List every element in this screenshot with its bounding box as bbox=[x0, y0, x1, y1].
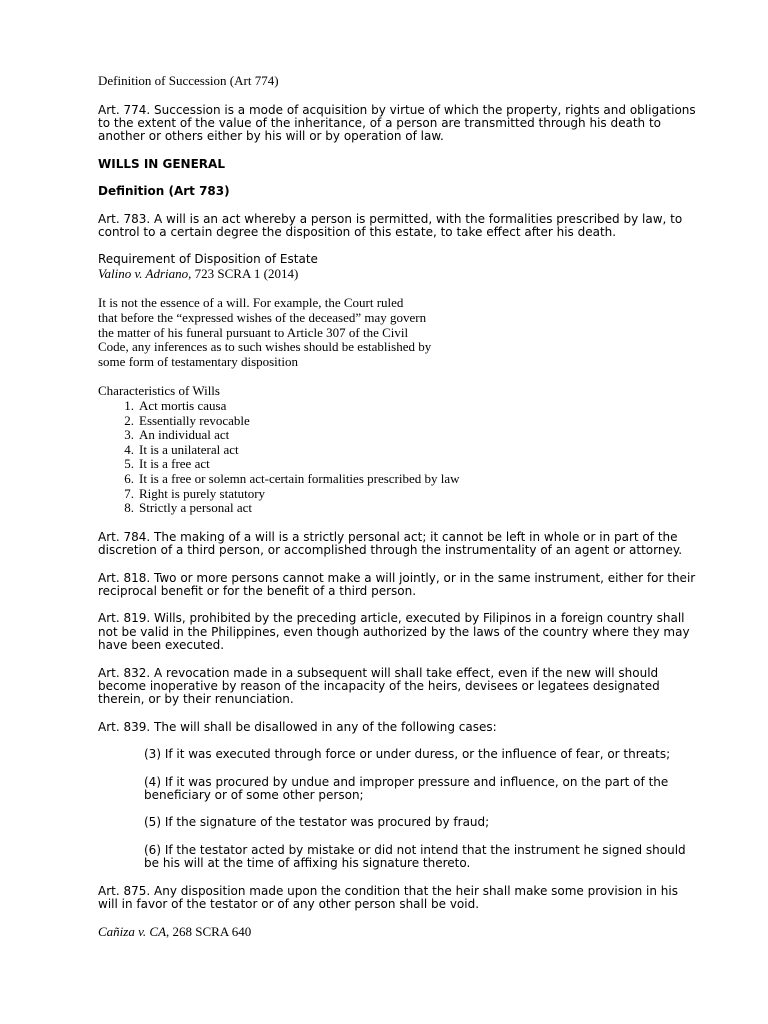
art-774-paragraph: Art. 774. Succession is a mode of acquisition by virtue of which the property, rights and obligations to the extent of the value of the inheritance, of a person are transmitted through his death to another or others either by his will or by operation of law. bbox=[98, 102, 696, 144]
list-item-text: Essentially revocable bbox=[139, 412, 250, 428]
valino-case-name: Valino v. Adriano, bbox=[98, 265, 192, 281]
requirement-disposition-heading: Requirement of Disposition of Estate bbox=[98, 252, 318, 267]
caniza-case-name: Cañiza v. CA bbox=[98, 924, 167, 940]
art-784-paragraph: Art. 784. The making of a will is a strictly personal act; it cannot be left in whole or in part of the discretion of a third person, or accomplished through the instrumentality of an agent or attorney. bbox=[98, 529, 683, 558]
list-item-number: 6. bbox=[124, 470, 134, 486]
art-839-case-5: (5) If the signature of the testator was procured by fraud; bbox=[144, 815, 490, 830]
list-item-number: 4. bbox=[124, 441, 134, 457]
caniza-case-citation bbox=[98, 925, 698, 940]
caniza-case-reference: , 268 SCRA 640 bbox=[166, 924, 252, 940]
list-item bbox=[118, 428, 698, 443]
essence-paragraph bbox=[98, 296, 698, 369]
list-item-text: It is a unilateral act bbox=[139, 441, 239, 457]
document-page bbox=[98, 74, 698, 940]
list-item-text: It is a free act bbox=[139, 456, 210, 472]
art-818-paragraph: Art. 818. Two or more persons cannot make a will jointly, or in the same instrument, either for their reciprocal benefit or for the benefit of a third person. bbox=[98, 570, 696, 598]
list-item bbox=[118, 399, 698, 414]
art-783-paragraph: Art. 783. A will is an act whereby a person is permitted, with the formalities prescribed by law, to control to a certain degree the disposition of this estate, to take effect after his death. bbox=[98, 211, 683, 240]
list-item bbox=[118, 443, 698, 458]
list-item-text: Right is purely statutory bbox=[139, 485, 266, 501]
characteristics-heading: Characteristics of Wills bbox=[98, 383, 220, 399]
art-875-paragraph: Art. 875. Any disposition made upon the condition that the heir shall make some provision in his will in favor of the testator or of any other person shall be void. bbox=[98, 883, 678, 912]
list-item-number: 8. bbox=[124, 500, 134, 516]
definition-art-783-heading: Definition (Art 783) bbox=[98, 184, 230, 199]
list-item bbox=[118, 414, 698, 429]
art-839-paragraph: Art. 839. The will shall be disallowed in any of the following cases: bbox=[98, 719, 497, 734]
characteristics-list bbox=[98, 399, 698, 516]
art-839-case-3: (3) If it was executed through force or under duress, or the influence of fear, or threats; bbox=[144, 747, 671, 762]
list-item-number: 3. bbox=[124, 427, 134, 443]
essence-line: that before the “expressed wishes of the deceased” may govern bbox=[98, 310, 427, 326]
essence-line: It is not the essence of a will. For example, the Court ruled bbox=[98, 295, 404, 311]
essence-line: some form of testamentary disposition bbox=[98, 353, 299, 369]
list-item bbox=[118, 472, 698, 487]
list-item-text: Act mortis causa bbox=[139, 398, 227, 413]
art-839-cases bbox=[98, 748, 698, 870]
art-839-case-6: (6) If the testator acted by mistake or did not intend that the instrument he signed should be his will at the time of affixing his signature thereto. bbox=[144, 842, 686, 871]
list-item-text: It is a free or solemn act-certain formalities prescribed by law bbox=[139, 470, 460, 486]
art-819-paragraph: Art. 819. Wills, prohibited by the preceding article, executed by Filipinos in a foreign country shall not be valid in the Philippines, even though authorized by the laws of the country where they may have been executed. bbox=[98, 611, 690, 653]
definition-of-succession-heading: Definition of Succession (Art 774) bbox=[98, 73, 279, 88]
wills-in-general-heading: WILLS IN GENERAL bbox=[98, 156, 225, 171]
list-item-text: An individual act bbox=[139, 427, 230, 443]
valino-case-reference: 723 SCRA 1 (2014) bbox=[191, 265, 299, 281]
list-item-number: 2. bbox=[124, 412, 134, 428]
art-832-paragraph: Art. 832. A revocation made in a subsequent will shall take effect, even if the new will should become inoperative by reason of the incapacity of the heirs, devisees or legatees designated therein, or by their renunciation. bbox=[98, 665, 660, 707]
list-item-number: 7. bbox=[124, 485, 134, 501]
list-item-number: 5. bbox=[124, 456, 134, 472]
valino-case-citation bbox=[98, 267, 698, 282]
list-item bbox=[118, 487, 698, 502]
list-item bbox=[118, 457, 698, 472]
list-item bbox=[118, 501, 698, 516]
essence-line: Code, any inferences as to such wishes should be established by bbox=[98, 339, 432, 355]
list-item-number: 1. bbox=[124, 398, 134, 413]
list-item-text: Strictly a personal act bbox=[139, 500, 252, 516]
essence-line: the matter of his funeral pursuant to Article 307 of the Civil bbox=[98, 324, 409, 340]
art-839-case-4: (4) If it was procured by undue and improper pressure and influence, on the part of the beneficiary or of some other person; bbox=[144, 774, 669, 803]
